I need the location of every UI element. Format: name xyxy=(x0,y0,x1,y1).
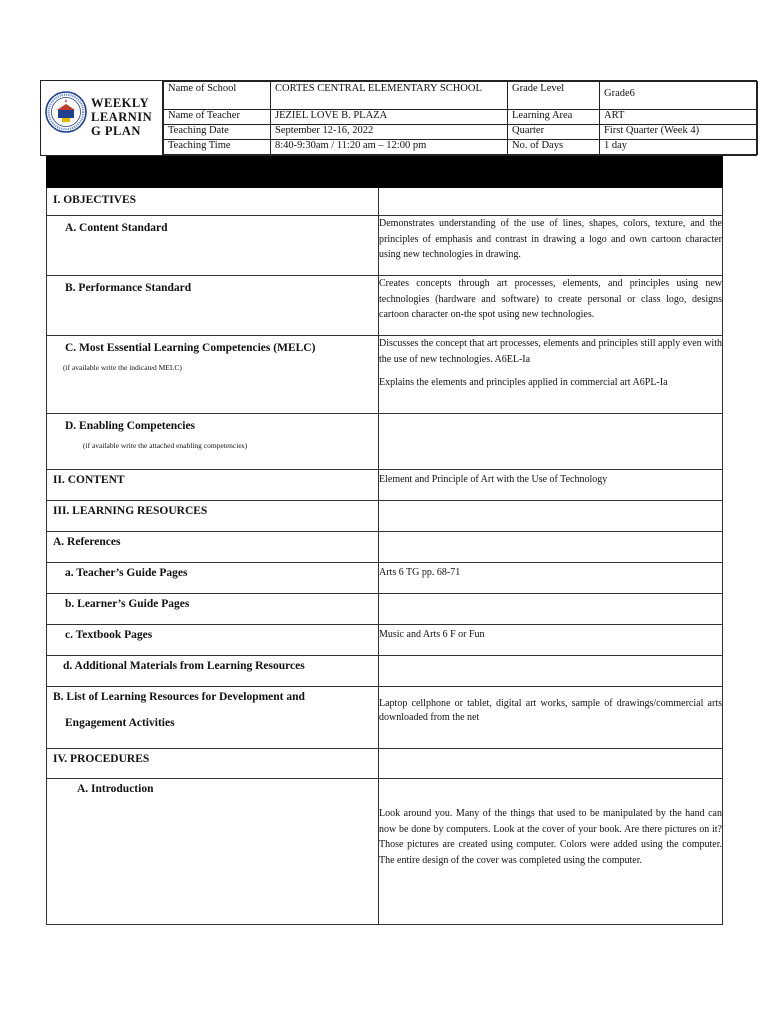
learning-area-label: Learning Area xyxy=(508,110,600,125)
content-standard-row xyxy=(47,216,723,276)
enabling-note: (if available write the attached enabling competencies) xyxy=(83,441,248,450)
teachers-guide-row xyxy=(47,563,723,594)
teacher-name-label: Name of Teacher xyxy=(164,110,271,125)
learning-area-value: ART xyxy=(600,110,758,125)
plan-title-line-3: G PLAN xyxy=(91,124,141,138)
melc-row xyxy=(47,336,723,414)
references-label: A. References xyxy=(53,536,121,548)
objectives-heading: I. OBJECTIVES xyxy=(53,194,137,206)
teaching-date-label: Teaching Date xyxy=(164,125,271,140)
enabling-row xyxy=(47,414,723,470)
grade-level-value: Grade6 xyxy=(600,82,758,110)
learning-resources-row xyxy=(47,501,723,532)
melc-text-1: Discusses the concept that art processes, elements and principles still apply even with the use of new technologies. A6EL-Ia xyxy=(379,338,722,365)
performance-standard-row xyxy=(47,276,723,336)
introduction-row xyxy=(47,779,723,925)
melc-note: (if available write the indicated MELC) xyxy=(63,363,182,372)
performance-standard-label: B. Performance Standard xyxy=(65,282,192,294)
plan-title-line-1: WEEKLY xyxy=(91,96,150,110)
header-info-table xyxy=(163,81,757,155)
days-label: No. of Days xyxy=(508,140,600,155)
teaching-time-value: 8:40-9:30am / 11:20 am – 12:00 pm xyxy=(271,140,508,155)
enabling-label: D. Enabling Competencies xyxy=(65,420,196,432)
objectives-row xyxy=(47,188,723,216)
additional-materials-label: d. Additional Materials from Learning Resources xyxy=(63,660,305,672)
learning-resources-heading: III. LEARNING RESOURCES xyxy=(53,505,208,517)
procedures-row xyxy=(47,749,723,779)
learners-guide-row xyxy=(47,594,723,625)
teacher-name-value: JEZIEL LOVE B. PLAZA xyxy=(271,110,508,125)
textbook-label: c. Textbook Pages xyxy=(65,629,153,641)
references-row xyxy=(47,532,723,563)
resource-list-text: Laptop cellphone or tablet, digital art works, sample of drawings/commercial arts downloaded from the net xyxy=(379,687,723,749)
teaching-date-value: September 12-16, 2022 xyxy=(271,125,508,140)
school-name-value: CORTES CENTRAL ELEMENTARY SCHOOL xyxy=(271,82,508,110)
teachers-guide-text: Arts 6 TG pp. 68-71 xyxy=(379,563,723,594)
grade-level-label: Grade Level xyxy=(508,82,600,110)
learners-guide-label: b. Learner’s Guide Pages xyxy=(65,598,190,610)
plan-body-table xyxy=(46,156,722,925)
melc-label: C. Most Essential Learning Competencies (MELC) xyxy=(65,342,316,354)
resource-list-label-2: Engagement Activities xyxy=(65,717,175,729)
header-bar xyxy=(47,157,723,188)
melc-text-2: Explains the elements and principles applied in commercial art A6PL-Ia xyxy=(379,377,668,388)
plan-title-line-2: LEARNIN xyxy=(91,110,153,124)
plan-header xyxy=(40,80,757,156)
school-name-label: Name of School xyxy=(164,82,271,110)
quarter-value: First Quarter (Week 4) xyxy=(600,125,758,140)
content-text: Element and Principle of Art with the Use of Technology xyxy=(379,470,723,501)
introduction-text: Look around you. Many of the things that used to be manipulated by the hand can now be done by computers. Look at the cover of your book. Are there pictures on it? Those pictures are created using computer. Colors were added using the computer. The entire design of the cover was completed using the computer. xyxy=(379,779,723,925)
content-standard-label: A. Content Standard xyxy=(65,222,168,234)
textbook-text: Music and Arts 6 F or Fun xyxy=(379,625,723,656)
procedures-heading: IV. PROCEDURES xyxy=(53,753,150,765)
performance-standard-text: Creates concepts through art processes, elements, and principles using new technologies (hardware and software) to create personal or class logo, designs cartoon character on-the spot using new technologies. xyxy=(379,276,723,336)
additional-materials-row xyxy=(47,656,723,687)
quarter-label: Quarter xyxy=(508,125,600,140)
content-row xyxy=(47,470,723,501)
content-label: II. CONTENT xyxy=(53,474,125,486)
textbook-row xyxy=(47,625,723,656)
logo-cell xyxy=(41,81,163,155)
resource-list-row xyxy=(47,687,723,749)
school-seal-icon xyxy=(45,91,87,133)
days-value: 1 day xyxy=(600,140,758,155)
content-standard-text: Demonstrates understanding of the use of lines, shapes, colors, texture, and the principles of emphasis and contrast in drawing a logo and own cartoon character using new technologies in drawing. xyxy=(379,216,723,276)
teaching-time-label: Teaching Time xyxy=(164,140,271,155)
plan-title xyxy=(91,96,163,138)
resource-list-label-1: B. List of Learning Resources for Development and xyxy=(53,691,305,703)
teachers-guide-label: a. Teacher’s Guide Pages xyxy=(65,567,188,579)
introduction-label: A. Introduction xyxy=(77,783,154,795)
